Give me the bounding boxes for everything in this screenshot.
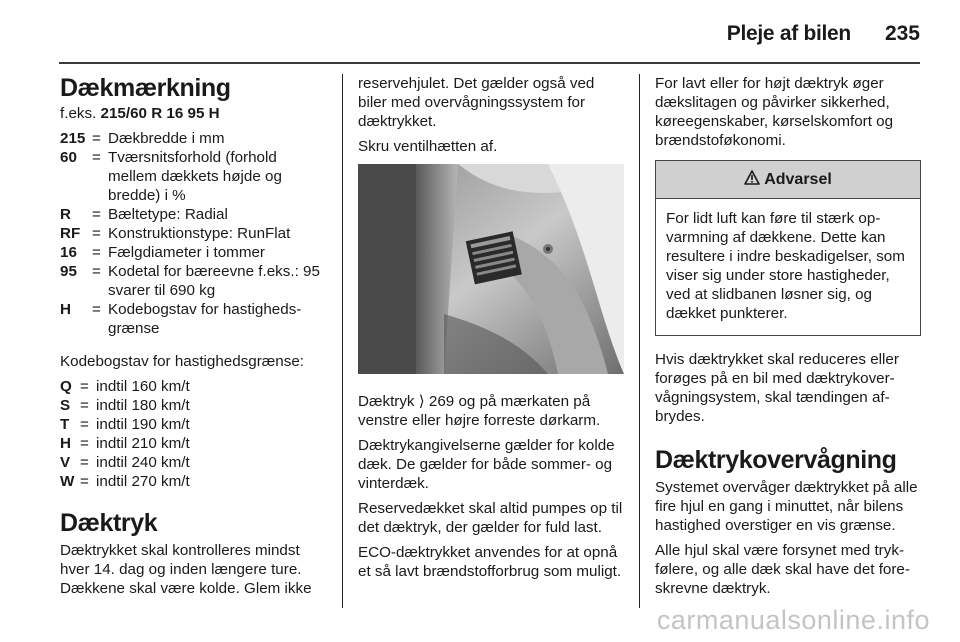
definition-value: indtil 180 km/t — [96, 397, 190, 414]
page-header — [727, 22, 920, 46]
definition-key: T — [60, 416, 70, 433]
warning-title: Advarsel — [764, 171, 832, 188]
paragraph: ECO-dæktrykket anvendes for at opnå et så lavt brændstofforbrug som muligt. — [358, 544, 622, 580]
definition-key: RF — [60, 225, 81, 242]
definition-row — [60, 129, 328, 148]
equals-sign: = — [92, 244, 101, 261]
definition-row — [60, 148, 328, 205]
definition-key: H — [60, 435, 71, 452]
equals-sign: = — [92, 263, 101, 280]
definition-row — [60, 243, 328, 262]
definition-key: V — [60, 454, 71, 471]
speed-intro: Kodebogstav for hastighedsgrænse: — [60, 353, 305, 370]
warning-header — [656, 161, 920, 199]
example-code: 215/60 R 16 95 H — [100, 105, 220, 122]
definition-key: H — [60, 301, 71, 318]
definition-value: indtil 190 km/t — [96, 416, 190, 433]
definition-row — [60, 396, 328, 415]
equals-sign: = — [80, 378, 89, 395]
equals-sign: = — [80, 473, 89, 490]
definition-row — [60, 205, 328, 224]
equals-sign: = — [80, 454, 89, 471]
definition-value: Konstruktionstype: RunFlat — [108, 225, 291, 242]
definition-row — [60, 300, 328, 338]
definition-value: Dækbredde i mm — [108, 130, 225, 147]
definition-row — [60, 377, 328, 396]
definition-key: 95 — [60, 263, 77, 280]
definition-key: 215 — [60, 130, 86, 147]
definition-value: Tværsnitsforhold (forhold mellem dækkets højde og bredde) i % — [108, 149, 282, 204]
definition-row — [60, 224, 328, 243]
equals-sign: = — [92, 301, 101, 318]
definition-key: 16 — [60, 244, 77, 261]
definition-row — [60, 262, 328, 300]
header-rule — [59, 62, 920, 64]
definition-key: 60 — [60, 149, 77, 166]
column-3 — [655, 74, 921, 604]
column-1 — [60, 74, 328, 604]
paragraph: Dæktrykangivelserne gælder for kolde dæk. De gælder for både sommer- og vinterdæk. — [358, 437, 615, 492]
equals-sign: = — [92, 225, 101, 242]
definition-value: indtil 210 km/t — [96, 435, 190, 452]
definition-row — [60, 453, 328, 472]
paragraph: For lavt eller for højt dæktryk øger dækslitagen og påvirker sikkerhed, køreegenskaber, kørselskomfort og brændstoføkonomi. — [655, 75, 894, 149]
equals-sign: = — [92, 130, 101, 147]
watermark: carmanualsonline.info — [656, 605, 930, 635]
paragraph: Skru ventilhætten af. — [358, 138, 498, 155]
definition-key: Q — [60, 378, 72, 395]
column-divider-1 — [342, 74, 343, 608]
definition-value: Bæltetype: Radial — [108, 206, 228, 223]
equals-sign: = — [80, 397, 89, 414]
column-divider-2 — [639, 74, 640, 608]
definition-value: indtil 270 km/t — [96, 473, 190, 490]
definition-value: Kodebogstav for hastighedsgrænse — [108, 301, 302, 337]
paragraph: Dæktrykket skal kontrolleres mindst hver 14. dag og inden længere ture. Dækkene skal være kolde. Glem ikke — [60, 542, 312, 597]
heading-tyre-pressure: Dæktryk — [60, 509, 158, 537]
example-prefix: f.eks. — [60, 105, 97, 122]
definition-row — [60, 415, 328, 434]
door-frame-label-photo — [358, 164, 624, 374]
column-2 — [358, 74, 624, 587]
definition-key: S — [60, 397, 71, 414]
paragraph: Alle hjul skal være forsynet med trykfølere, og alle dæk skal have det foreskrevne dæktryk. — [655, 542, 910, 597]
warning-box — [655, 160, 921, 336]
definition-key: W — [60, 473, 75, 490]
definition-key: R — [60, 206, 71, 223]
paragraph: reservehjulet. Det gælder også ved biler med overvågningssystem for dæktrykket. — [358, 75, 595, 130]
definition-value: indtil 160 km/t — [96, 378, 190, 395]
heading-tyre-marking: Dækmærkning — [60, 74, 231, 102]
page-number: 235 — [884, 22, 920, 45]
speed-definition-list — [60, 377, 328, 491]
paragraph: Systemet overvåger dæktrykket på alle fire hjul en gang i minuttet, når bilens hastighed overstiger en vis grænse. — [655, 479, 918, 534]
equals-sign: = — [80, 416, 89, 433]
paragraph: Hvis dæktrykket skal reduceres eller forøges på en bil med dæktrykovervågningsystem, skal tændingen afbrydes. — [655, 351, 899, 425]
equals-sign: = — [80, 435, 89, 452]
definition-row — [60, 472, 328, 491]
definition-value: indtil 240 km/t — [96, 454, 190, 471]
definition-value: Kodetal for bæreevne f.eks.: 95 svarer til 690 kg — [108, 263, 320, 299]
tyre-definition-list — [60, 129, 328, 338]
heading-pressure-monitoring: Dæktrykovervågning — [655, 446, 897, 474]
paragraph: Reservedækket skal altid pumpes op til det dæktryk, der gælder for fuld last. — [358, 500, 623, 536]
definition-row — [60, 434, 328, 453]
example-line — [60, 104, 328, 123]
definition-value: Fælgdiameter i tommer — [108, 244, 265, 261]
warning-triangle-icon — [744, 170, 760, 190]
door-frame-illustration — [358, 164, 624, 374]
paragraph: Dæktryk ⟩ 269 og på mærkaten på venstre eller højre forreste dørkarm. — [358, 393, 601, 429]
section-title: Pleje af bilen — [726, 22, 851, 45]
equals-sign: = — [92, 206, 101, 223]
warning-text: For lidt luft kan føre til stærk opvarmning af dækkene. Dette kan resultere i indre beskadigelser, som viser sig under store hastigheder, ved at slidbanen løsner sig, og dækket punkterer. — [666, 210, 905, 322]
equals-sign: = — [92, 149, 101, 166]
